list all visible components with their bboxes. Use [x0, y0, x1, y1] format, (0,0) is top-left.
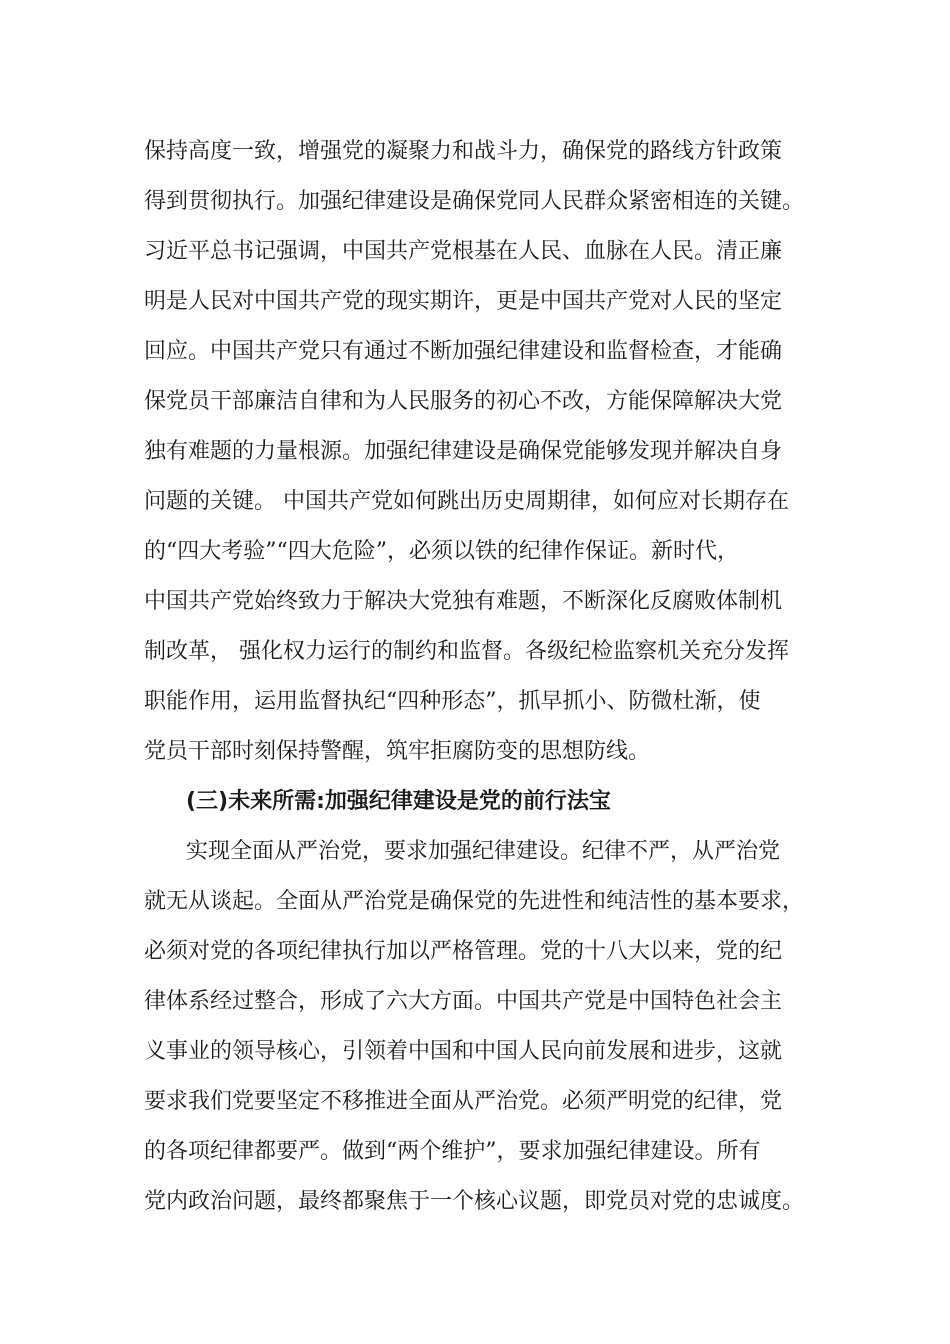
paragraph-2-line-1: 实现全面从严治党，要求加强纪律建设。纪律不严，从严治党 [186, 839, 781, 864]
paragraph-1-line-1: 保持高度一致，增强党的凝聚力和战斗力，确保党的路线方针政策 [144, 139, 783, 164]
section-heading: (三)未来所需:加强纪律建设是党的前行法宝 [186, 789, 611, 814]
paragraph-2-line-8: 党内政治问题，最终都聚焦于一个核心议题，即党员对党的忠诚度。 [144, 1189, 805, 1214]
paragraph-2-line-3: 必须对党的各项纪律执行加以严格管理。党的十八大以来，党的纪 [144, 939, 783, 964]
paragraph-2-line-6: 要求我们党要坚定不移推进全面从严治党。必须严明党的纪律，党 [144, 1089, 783, 1114]
paragraph-1-line-8: 问题的关键。 中国共产党如何跳出历史周期律，如何应对长期存在 [144, 489, 789, 514]
paragraph-1-line-12: 职能作用，运用监督执纪“四种形态”，抓早抓小、防微杜渐，使 [144, 689, 761, 714]
paragraph-2-line-7: 的各项纪律都要严。做到“两个维护”，要求加强纪律建设。所有 [144, 1139, 761, 1164]
paragraph-1-line-7: 独有难题的力量根源。加强纪律建设是确保党能够发现并解决自身 [144, 439, 783, 464]
paragraph-1-line-4: 明是人民对中国共产党的现实期许，更是中国共产党对人民的坚定 [144, 289, 783, 314]
paragraph-1-line-10: 中国共产党始终致力于解决大党独有难题，不断深化反腐败体制机 [144, 589, 783, 614]
paragraph-1-line-9: 的“四大考验”“四大危险”，必须以铁的纪律作保证。新时代， [144, 539, 739, 564]
paragraph-1-line-13: 党员干部时刻保持警醒，筑牢拒腐防变的思想防线。 [144, 739, 651, 764]
paragraph-2-line-2: 就无从谈起。全面从严治党是确保党的先进性和纯洁性的基本要求， [144, 889, 805, 914]
paragraph-1-line-5: 回应。中国共产党只有通过不断加强纪律建设和监督检查，才能确 [144, 339, 783, 364]
paragraph-1-line-2: 得到贯彻执行。加强纪律建设是确保党同人民群众紧密相连的关键。 [144, 189, 805, 214]
paragraph-1-line-3: 习近平总书记强调，中国共产党根基在人民、血脉在人民。清正廉 [144, 239, 783, 264]
paragraph-2-line-5: 义事业的领导核心，引领着中国和中国人民向前发展和进步，这就 [144, 1039, 783, 1064]
paragraph-1-line-11: 制改革， 强化权力运行的制约和监督。各级纪检监察机关充分发挥 [144, 639, 789, 664]
paragraph-1-line-6: 保党员干部廉洁自律和为人民服务的初心不改，方能保障解决大党 [144, 389, 783, 414]
paragraph-2-line-4: 律体系经过整合，形成了六大方面。中国共产党是中国特色社会主 [144, 989, 783, 1014]
